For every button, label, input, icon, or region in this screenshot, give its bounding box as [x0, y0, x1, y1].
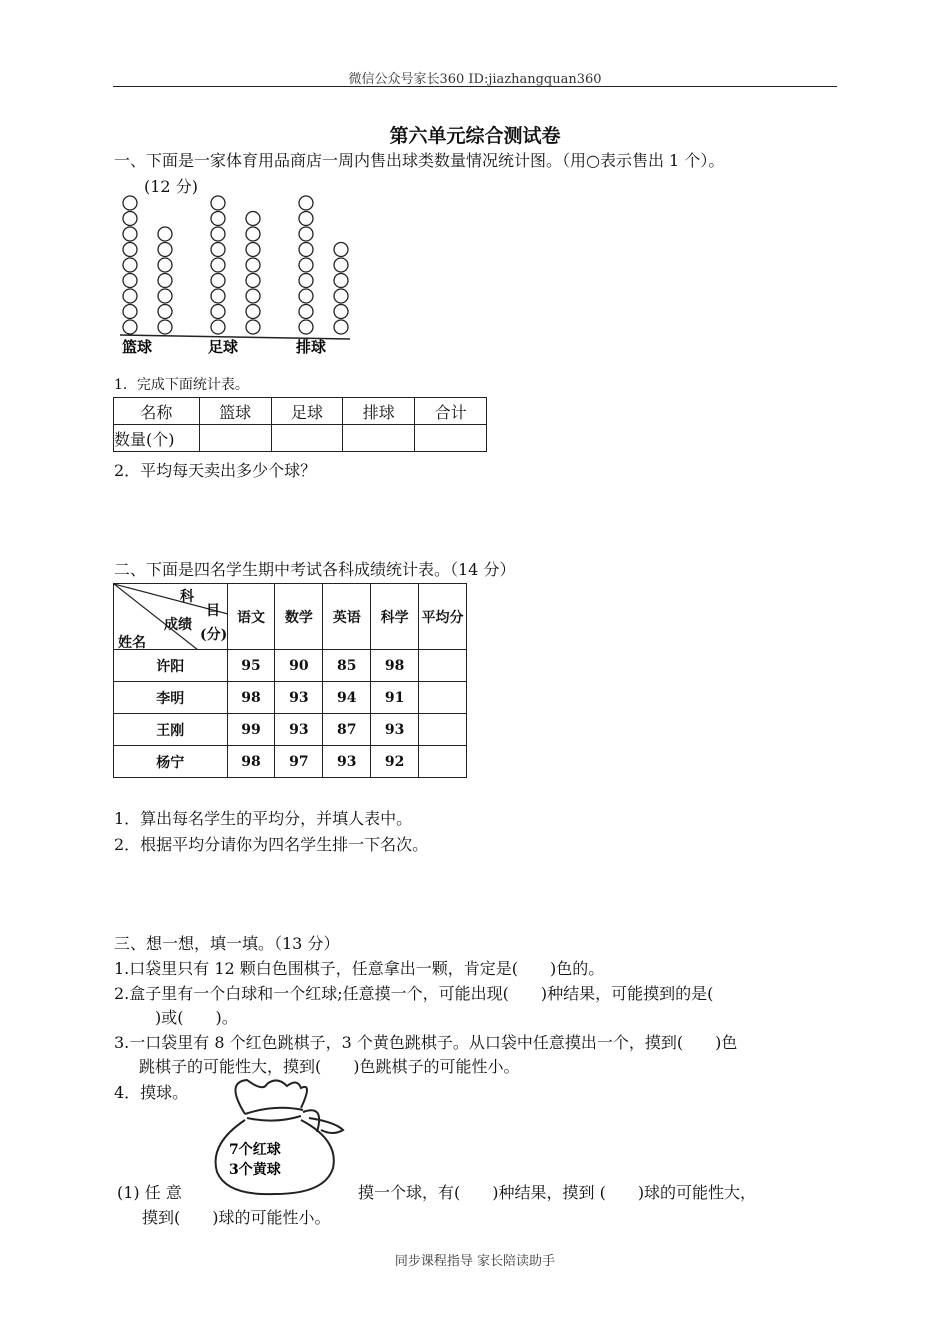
section2-question1: 1．算出每名学生的平均分，并填人表中。: [114, 809, 413, 828]
corner-score-unit: (分): [200, 627, 228, 643]
section3-question1: 1.口袋里只有 12 颗白色围棋子，任意拿出一颗，肯定是( )色的。: [114, 959, 605, 978]
pictograph-circle-排球-1: [299, 289, 313, 303]
score-cell: 93: [275, 682, 323, 714]
ball-stat-table: [113, 397, 487, 452]
section3-sub1-suffix: 摸一个球，有( )种结果，摸到 ( )球的可能性大，: [358, 1183, 757, 1202]
ball-pictograph: [112, 192, 362, 362]
table-row: [114, 650, 467, 682]
average-blank[interactable]: [419, 714, 467, 746]
section3-heading: 三、想一想，填一填。（13 分）: [114, 934, 340, 953]
table-row: [114, 746, 467, 778]
pictograph-circle-排球-1: [299, 274, 313, 288]
page-header: 微信公众号家长360 ID:jiazhangquan360: [348, 72, 602, 87]
average-blank[interactable]: [419, 746, 467, 778]
pictograph-circle-足球-2: [246, 289, 260, 303]
score-cell: 98: [227, 682, 275, 714]
section3-question2-line1: 2.盒子里有一个白球和一个红球;任意摸一个，可能出现( )种结果，可能摸到的是(: [114, 984, 714, 1003]
section2-heading: 二、下面是四名学生期中考试各科成绩统计表。（14 分）: [114, 560, 516, 579]
bag-label-yellow: 3个黄球: [229, 1162, 281, 1178]
pictograph-circle-排球-2: [334, 258, 348, 272]
score-header-row: [114, 584, 467, 650]
score-cell: 87: [323, 714, 371, 746]
pictograph-circle-排球-1: [299, 320, 313, 334]
pictograph-circle-排球-1: [299, 196, 313, 210]
score-table: [113, 583, 467, 778]
pictograph-circle-篮球-1: [123, 274, 137, 288]
pictograph-circle-足球-1: [211, 320, 225, 334]
corner-name: 姓名: [118, 635, 146, 651]
pictograph-circle-篮球-1: [123, 212, 137, 226]
score-col-header: 科学: [371, 584, 419, 650]
bag-ribbon-icon: [303, 1110, 343, 1133]
stat-header-cell: 名称: [114, 398, 200, 425]
score-cell: 92: [371, 746, 419, 778]
score-cell: 93: [323, 746, 371, 778]
pictograph-circle-排球-2: [334, 320, 348, 334]
pictograph-circle-排球-2: [334, 243, 348, 257]
pictograph-label-volleyball: 排球: [296, 339, 327, 356]
pictograph-circle-足球-2: [246, 320, 260, 334]
pictograph-circle-排球-1: [299, 227, 313, 241]
pictograph-circle-足球-2: [246, 227, 260, 241]
answer-blank-football[interactable]: [271, 425, 343, 452]
score-cell: 98: [371, 650, 419, 682]
stat-quantity-row: [114, 425, 487, 452]
pictograph-circle-足球-2: [246, 274, 260, 288]
student-name: 杨宁: [114, 746, 228, 778]
page-footer: 同步课程指导 家长陪读助手: [394, 1254, 556, 1269]
pictograph-circle-排球-1: [299, 212, 313, 226]
score-cell: 95: [227, 650, 275, 682]
pictograph-circles: [123, 196, 348, 334]
section3-sub1-line2: 摸到( )球的可能性小。: [142, 1208, 331, 1227]
pictograph-circle-篮球-1: [123, 320, 137, 334]
pictograph-circle-篮球-2: [158, 258, 172, 272]
section3-question3-line1: 3.一口袋里有 8 个红色跳棋子，3 个黄色跳棋子。从口袋中任意摸出一个，摸到( )色: [114, 1033, 738, 1052]
stat-header-cell: 排球: [343, 398, 415, 425]
stat-header-cell: 篮球: [199, 398, 271, 425]
score-cell: 94: [323, 682, 371, 714]
score-cell: 93: [371, 714, 419, 746]
section3-question3-line2: 跳棋子的可能性大，摸到( )色跳棋子的可能性小。: [139, 1057, 520, 1076]
corner-subject-2: 目: [206, 603, 220, 619]
average-blank[interactable]: [419, 682, 467, 714]
section3-question2-line2: )或( )。: [139, 1008, 238, 1027]
pictograph-circle-足球-2: [246, 305, 260, 319]
score-cell: 90: [275, 650, 323, 682]
score-cell: 97: [275, 746, 323, 778]
pictograph-label-basketball: 篮球: [122, 339, 153, 356]
corner-score: 成绩: [164, 617, 192, 633]
pictograph-circle-足球-1: [211, 196, 225, 210]
pictograph-circle-足球-1: [211, 243, 225, 257]
pictograph-circle-篮球-2: [158, 274, 172, 288]
pictograph-circle-足球-2: [246, 258, 260, 272]
bag-label-red: 7个红球: [229, 1142, 281, 1158]
section3-sub1-prefix: (1) 任 意: [117, 1183, 182, 1202]
pictograph-circle-足球-1: [211, 289, 225, 303]
pictograph-circle-排球-2: [334, 274, 348, 288]
pictograph-circle-足球-1: [211, 258, 225, 272]
score-cell: 91: [371, 682, 419, 714]
score-cell: 93: [275, 714, 323, 746]
average-blank[interactable]: [419, 650, 467, 682]
pictograph-circle-足球-1: [211, 274, 225, 288]
score-cell: 99: [227, 714, 275, 746]
pictograph-circle-篮球-2: [158, 243, 172, 257]
student-name: 王刚: [114, 714, 228, 746]
pictograph-circle-足球-2: [246, 212, 260, 226]
pictograph-label-football: 足球: [208, 339, 239, 356]
header-divider: [113, 86, 837, 87]
table-row: [114, 682, 467, 714]
pictograph-circle-篮球-2: [158, 305, 172, 319]
pictograph-circle-排球-2: [334, 289, 348, 303]
score-corner-cell: [114, 584, 228, 650]
pictograph-circle-排球-1: [299, 243, 313, 257]
section1-question2: 2．平均每天卖出多少个球？: [114, 461, 317, 480]
ball-bag-illustration: [205, 1074, 350, 1199]
section1-question1: 1．完成下面统计表。: [114, 377, 249, 393]
pictograph-circle-足球-1: [211, 212, 225, 226]
pictograph-circle-篮球-1: [123, 196, 137, 210]
pictograph-circle-篮球-1: [123, 305, 137, 319]
pictograph-circle-篮球-1: [123, 243, 137, 257]
score-col-header: 平均分: [419, 584, 467, 650]
student-name: 李明: [114, 682, 228, 714]
table-row: [114, 714, 467, 746]
pictograph-circle-篮球-1: [123, 258, 137, 272]
score-col-header: 数学: [275, 584, 323, 650]
score-cell: 98: [227, 746, 275, 778]
pictograph-circle-篮球-2: [158, 227, 172, 241]
stat-header-row: [114, 398, 487, 425]
pictograph-circle-篮球-1: [123, 227, 137, 241]
score-cell: 85: [323, 650, 371, 682]
answer-blank-volleyball[interactable]: [343, 425, 415, 452]
pictograph-circle-篮球-1: [123, 289, 137, 303]
stat-header-cell: 合计: [415, 398, 487, 425]
score-col-header: 语文: [227, 584, 275, 650]
pictograph-circle-足球-1: [211, 305, 225, 319]
section1-heading: 一、下面是一家体育用品商店一周内售出球类数量情况统计图。（用○表示售出 1 个）。: [114, 151, 725, 170]
pictograph-circle-排球-2: [334, 305, 348, 319]
answer-blank-total[interactable]: [415, 425, 487, 452]
pictograph-circle-足球-1: [211, 227, 225, 241]
pictograph-circle-篮球-2: [158, 320, 172, 334]
stat-header-cell: 足球: [271, 398, 343, 425]
section3-question4: 4．摸球。: [114, 1083, 189, 1102]
pictograph-circle-排球-1: [299, 305, 313, 319]
section2-question2: 2．根据平均分请你为四名学生排一下名次。: [114, 835, 429, 854]
section1-score: (12 分): [144, 177, 198, 196]
pictograph-circle-足球-2: [246, 243, 260, 257]
corner-subject-1: 科: [180, 589, 194, 605]
stat-row-label: 数量(个): [114, 425, 200, 452]
student-name: 许阳: [114, 650, 228, 682]
pictograph-circle-排球-1: [299, 258, 313, 272]
pictograph-circle-篮球-2: [158, 289, 172, 303]
answer-blank-basketball[interactable]: [199, 425, 271, 452]
score-col-header: 英语: [323, 584, 371, 650]
page-title: 第六单元综合测试卷: [389, 125, 561, 147]
